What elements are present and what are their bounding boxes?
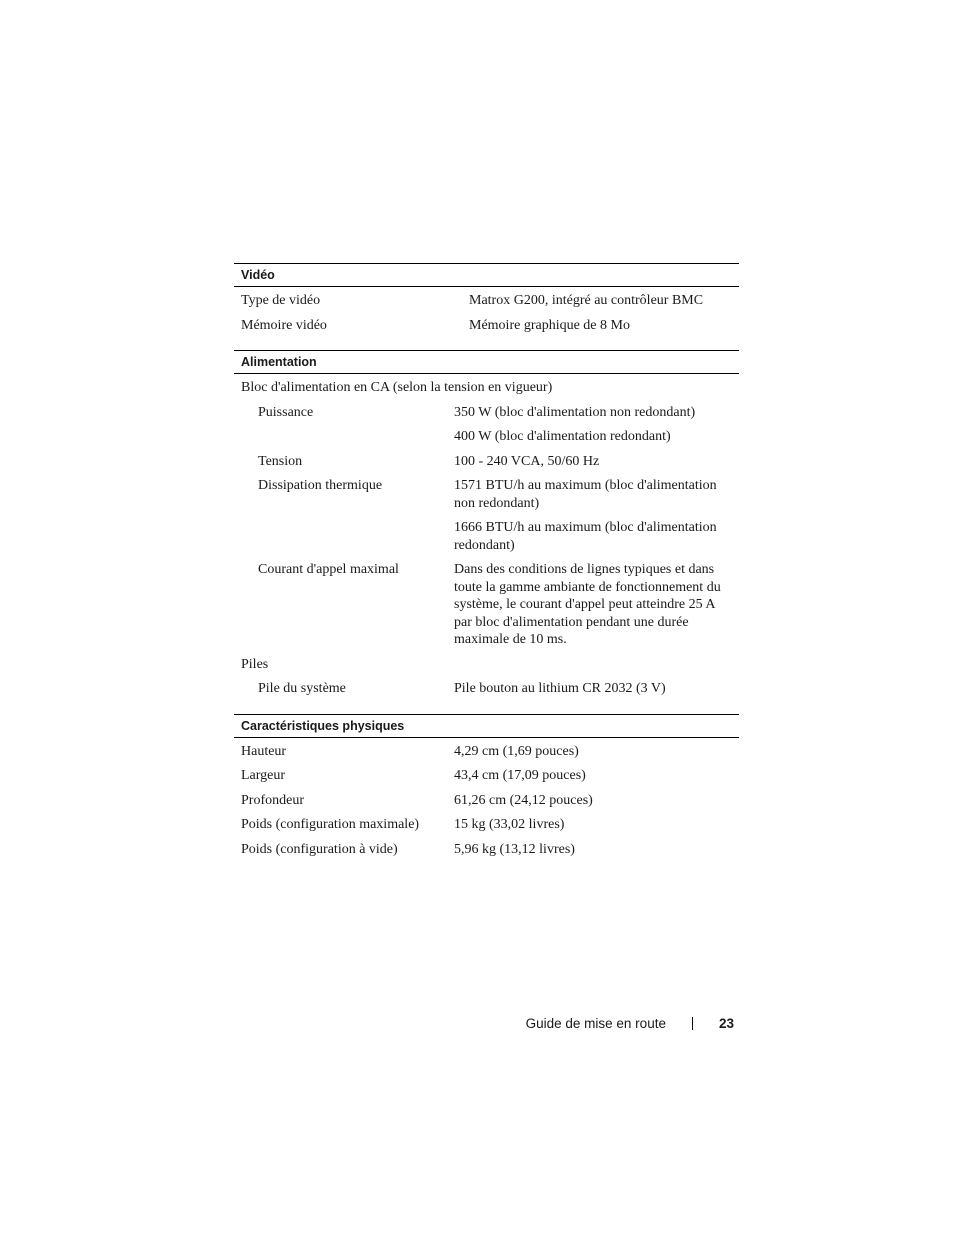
spec-row: [234, 450, 739, 475]
section-alimentation-rows: [234, 374, 739, 702]
spec-value: 43,4 cm (17,09 pouces): [454, 768, 586, 783]
spec-value: 5,96 kg (13,12 livres): [454, 841, 575, 857]
section-header-alimentation: Alimentation: [234, 350, 739, 374]
spec-label: Poids (configuration maximale): [241, 817, 420, 832]
spec-value: 100 - 240 VCA, 50/60 Hz: [454, 453, 600, 469]
spec-label: Poids (configuration à vide): [241, 841, 398, 857]
spec-value: Mémoire graphique de 8 Mo: [469, 317, 630, 333]
spec-row: [234, 740, 739, 765]
spec-row: [234, 764, 739, 789]
spec-row: [234, 314, 739, 339]
spec-value: 61,26 cm (24,12 pouces): [454, 792, 593, 808]
footer-separator: [692, 1017, 693, 1030]
spec-row: [234, 838, 739, 863]
spec-value: 400 W (bloc d'alimentation redondant): [454, 429, 671, 444]
spec-row: [234, 653, 739, 678]
spec-label: Mémoire vidéo: [241, 317, 327, 333]
spec-label: Pile du système: [258, 681, 346, 696]
spec-label: Courant d'appel maximal: [258, 562, 399, 577]
spec-value: 15 kg (33,02 livres): [454, 817, 565, 832]
spec-label: Type de vidéo: [241, 293, 321, 308]
section-header-physique: Caractéristiques physiques: [234, 714, 739, 738]
spec-group-label: Piles: [241, 656, 269, 672]
spec-group-label: Bloc d'alimentation en CA (selon la tension en vigueur): [241, 380, 553, 395]
spec-label-empty: [234, 428, 454, 446]
spec-row: [234, 516, 739, 558]
section-physique-rows: [234, 738, 739, 863]
spec-label: Puissance: [258, 404, 314, 420]
footer-guide-title: Guide de mise en route: [525, 1016, 666, 1031]
spec-row: [234, 289, 739, 314]
spec-row: [234, 425, 739, 450]
page-number: 23: [718, 1016, 734, 1031]
spec-label-empty: [234, 519, 454, 554]
spec-label: Tension: [258, 453, 303, 469]
spec-table: [234, 263, 739, 862]
section-header-video: Vidéo: [234, 263, 739, 287]
spec-row: [234, 789, 739, 814]
spec-value: 1571 BTU/h au maximum (bloc d'alimentation non redondant): [454, 478, 717, 511]
spec-row: [234, 558, 739, 653]
spec-row: [234, 677, 739, 702]
spec-row: [234, 474, 739, 516]
spec-value: Dans des conditions de lignes typiques et dans toute la gamme ambiante de fonctionnement du système, le courant d'appel peut atteindre 25 A par bloc d'alimentation pendant une durée maximale de 10 ms.: [454, 562, 721, 647]
spec-label: Largeur: [241, 768, 286, 783]
spec-value: 1666 BTU/h au maximum (bloc d'alimentation redondant): [454, 520, 717, 553]
spec-label: Dissipation thermique: [258, 478, 383, 493]
page-footer: [526, 1016, 734, 1031]
spec-label: Hauteur: [241, 743, 287, 759]
spec-value: Matrox G200, intégré au contrôleur BMC: [469, 293, 704, 308]
spec-label: Profondeur: [241, 792, 304, 808]
spec-row: [234, 813, 739, 838]
spec-row: [234, 376, 739, 401]
spec-value: 4,29 cm (1,69 pouces): [454, 743, 579, 759]
spec-value: Pile bouton au lithium CR 2032 (3 V): [454, 681, 666, 696]
spec-row: [234, 401, 739, 426]
section-video-rows: [234, 287, 739, 338]
spec-value: 350 W (bloc d'alimentation non redondant): [454, 404, 696, 420]
